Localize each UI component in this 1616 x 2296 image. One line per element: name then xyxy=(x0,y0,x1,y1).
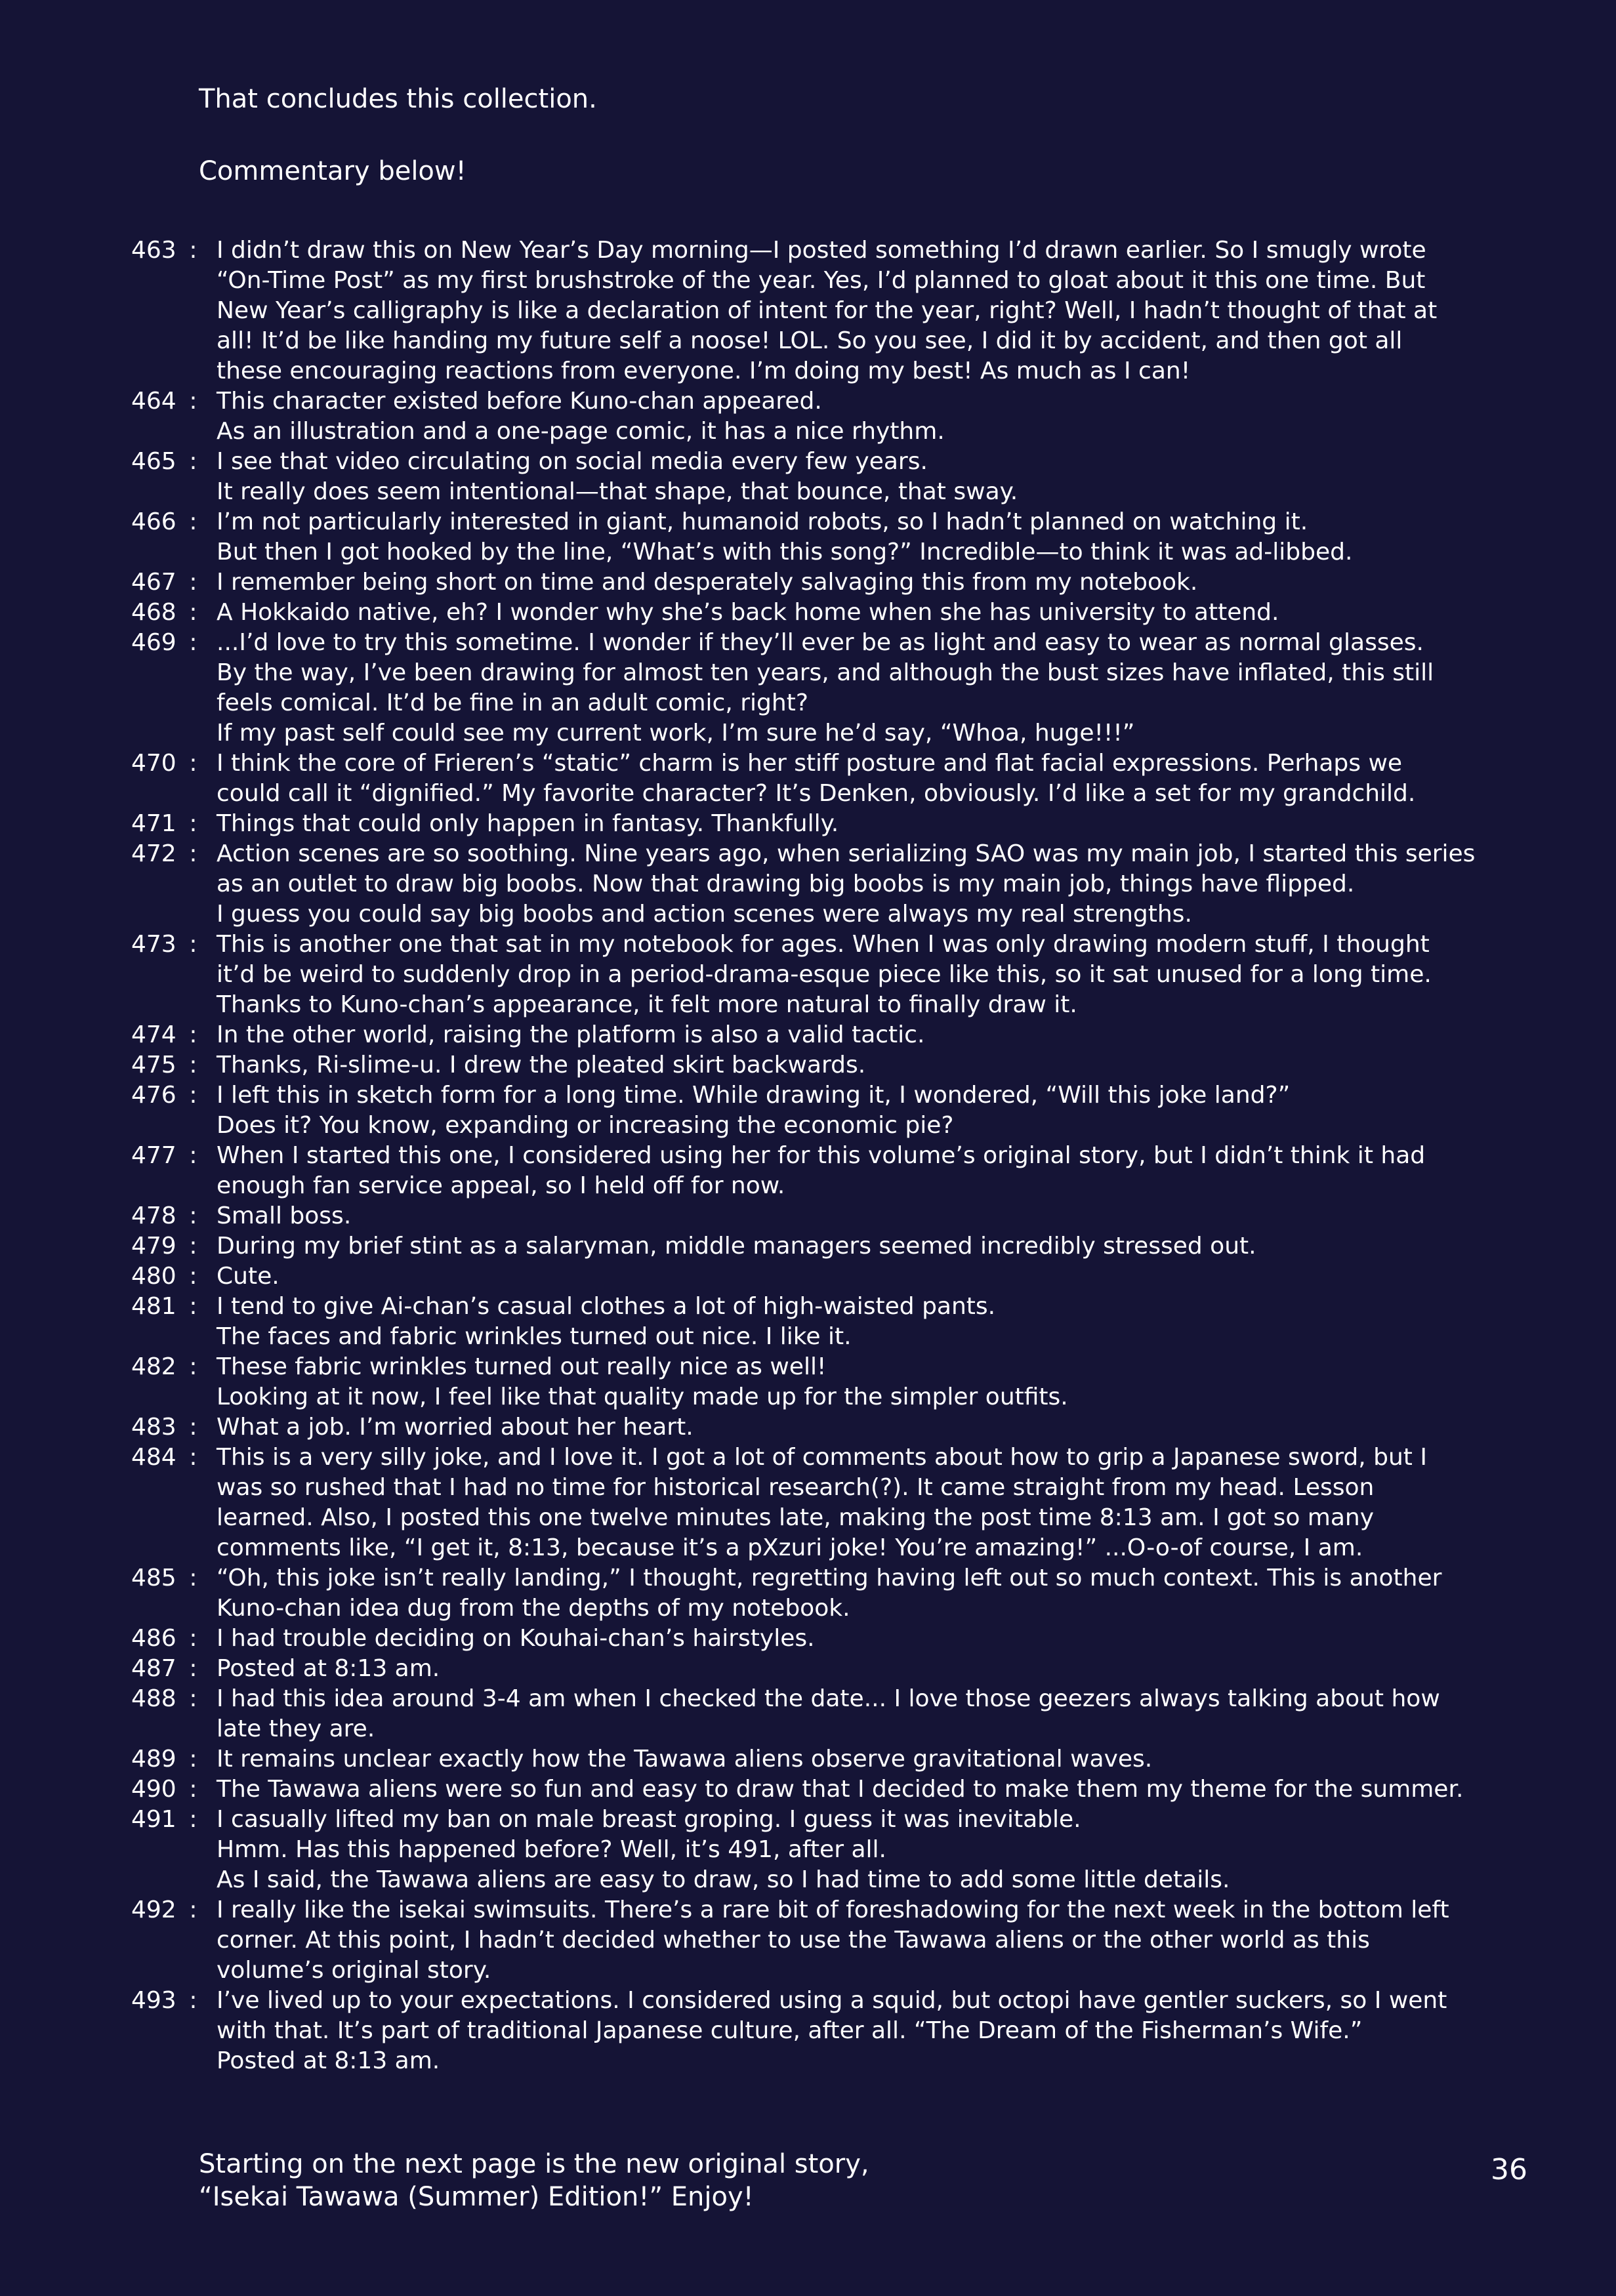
entry-text xyxy=(217,1231,1548,1261)
entry-separator: : xyxy=(189,1052,197,1078)
entry-text-line: could call it “dignified.” My favorite character? It’s Denken, obviously. I’d like a set for my grandchild. xyxy=(217,780,1416,807)
entry-number: 469 xyxy=(131,629,176,656)
entry-text-line: But then I got hooked by the line, “What’s with this song?” Incredible—to think it was ad-libbed. xyxy=(217,539,1353,565)
entry-text-line: I casually lifted my ban on male breast groping. I guess it was inevitable. xyxy=(217,1806,1081,1833)
entry-text-line: In the other world, raising the platform is also a valid tactic. xyxy=(217,1021,925,1048)
entry-text-line: feels comical. It’d be fine in an adult comic, right? xyxy=(217,689,808,716)
entry-text-line: As I said, the Tawawa aliens are easy to draw, so I had time to add some little details. xyxy=(217,1866,1230,1893)
entry-number: 488 xyxy=(131,1685,176,1712)
entry-text xyxy=(217,1684,1548,1744)
commentary-entry xyxy=(131,386,1548,447)
commentary-entry xyxy=(131,1744,1548,1774)
entry-number: 473 xyxy=(131,931,176,958)
commentary-entry xyxy=(131,1684,1548,1744)
commentary-entry xyxy=(131,567,1548,598)
commentary-entry xyxy=(131,1141,1548,1201)
entry-text-line: Thanks, Ri-slime-u. I drew the pleated skirt backwards. xyxy=(217,1052,866,1078)
entry-text xyxy=(217,1201,1548,1231)
entry-text-line: Hmm. Has this happened before? Well, it’s 491, after all. xyxy=(217,1836,886,1863)
commentary-entry xyxy=(131,1986,1548,2076)
entry-separator: : xyxy=(189,750,197,777)
entry-text-line: I didn’t draw this on New Year’s Day morning—I posted something I’d drawn earlier. So I smugly wrote xyxy=(217,237,1426,264)
entry-separator: : xyxy=(189,1293,197,1320)
footer-note xyxy=(199,2148,869,2213)
entry-text xyxy=(217,447,1548,507)
commentary-entry xyxy=(131,1050,1548,1080)
commentary-entry xyxy=(131,1020,1548,1050)
entry-text-line: with that. It’s part of traditional Japanese culture, after all. “The Dream of the Fisherman’s Wife.” xyxy=(217,2017,1363,2044)
entry-number: 489 xyxy=(131,1746,176,1773)
entry-number: 465 xyxy=(131,448,176,475)
commentary-entry xyxy=(131,598,1548,628)
entry-separator: : xyxy=(189,1082,197,1109)
entry-text xyxy=(217,1443,1548,1563)
entry-separator: : xyxy=(189,1444,197,1471)
entry-separator: : xyxy=(189,1655,197,1682)
entry-text-line: Things that could only happen in fantasy. Thankfully. xyxy=(217,810,839,837)
entry-text xyxy=(217,1020,1548,1050)
entry-text xyxy=(217,598,1548,628)
entry-number: 470 xyxy=(131,750,176,777)
entry-text-line: learned. Also, I posted this one twelve minutes late, making the post time 8:13 am. I got so many xyxy=(217,1504,1375,1531)
commentary-entry xyxy=(131,1292,1548,1352)
entry-number: 474 xyxy=(131,1021,176,1048)
entry-number: 483 xyxy=(131,1414,176,1441)
commentary-entry xyxy=(131,1563,1548,1624)
entry-text-line: I had this idea around 3-4 am when I checked the date... I love those geezers always talking about how xyxy=(217,1685,1440,1712)
entry-text-line: volume’s original story. xyxy=(217,1957,491,1984)
entry-text xyxy=(217,1744,1548,1774)
entry-separator: : xyxy=(189,629,197,656)
entry-text-line: I had trouble deciding on Kouhai-chan’s hairstyles. xyxy=(217,1625,815,1652)
entry-text xyxy=(217,1080,1548,1141)
entry-text-line: This is a very silly joke, and I love it. I got a lot of comments about how to grip a Japanese sword, but I xyxy=(217,1444,1427,1471)
entry-text xyxy=(217,930,1548,1020)
entry-text-line: By the way, I’ve been drawing for almost ten years, and although the bust sizes have inflated, this still xyxy=(217,659,1434,686)
commentary-entry xyxy=(131,507,1548,567)
entry-text-line: ...I’d love to try this sometime. I wonder if they’ll ever be as light and easy to wear as normal glasses. xyxy=(217,629,1424,656)
entry-text xyxy=(217,236,1548,386)
entry-separator: : xyxy=(189,1896,197,1923)
entry-separator: : xyxy=(189,569,197,596)
entry-text-line: I tend to give Ai-chan’s casual clothes a lot of high-waisted pants. xyxy=(217,1293,996,1320)
entry-separator: : xyxy=(189,1685,197,1712)
entry-number: 484 xyxy=(131,1444,176,1471)
entry-text-line: A Hokkaido native, eh? I wonder why she’s back home when she has university to attend. xyxy=(217,599,1279,626)
commentary-entry xyxy=(131,839,1548,930)
entry-separator: : xyxy=(189,448,197,475)
entry-separator: : xyxy=(189,1987,197,2014)
entry-text-line: When I started this one, I considered using her for this volume’s original story, but I didn’t think it had xyxy=(217,1142,1426,1169)
entry-separator: : xyxy=(189,931,197,958)
entry-text xyxy=(217,1774,1548,1805)
entry-number: 481 xyxy=(131,1293,176,1320)
entry-text-line: During my brief stint as a salaryman, middle managers seemed incredibly stressed out. xyxy=(217,1233,1256,1260)
entry-number: 478 xyxy=(131,1202,176,1229)
entry-separator: : xyxy=(189,1142,197,1169)
entry-separator: : xyxy=(189,388,197,415)
entry-text xyxy=(217,507,1548,567)
entry-text xyxy=(217,1624,1548,1654)
entry-text-line: It really does seem intentional—that shape, that bounce, that sway. xyxy=(217,478,1018,505)
entry-text xyxy=(217,1352,1548,1412)
entry-separator: : xyxy=(189,1414,197,1441)
entry-separator: : xyxy=(189,840,197,867)
entry-text xyxy=(217,628,1548,748)
entry-number: 464 xyxy=(131,388,176,415)
entry-separator: : xyxy=(189,1353,197,1380)
entry-text-line: was so rushed that I had no time for historical research(?). It came straight from my head. Lesson xyxy=(217,1474,1375,1501)
entry-text-line: comments like, “I get it, 8:13, because it’s a pXzuri joke! You’re amazing!” ...O-o-of course, I am. xyxy=(217,1534,1363,1561)
entry-text-line: Action scenes are so soothing. Nine years ago, when serializing SAO was my main job, I started this series xyxy=(217,840,1476,867)
intro xyxy=(199,81,597,225)
entry-number: 486 xyxy=(131,1625,176,1652)
entry-separator: : xyxy=(189,508,197,535)
entry-number: 479 xyxy=(131,1233,176,1260)
commentary-entry xyxy=(131,1261,1548,1292)
entry-number: 487 xyxy=(131,1655,176,1682)
entry-number: 491 xyxy=(131,1806,176,1833)
commentary-entry xyxy=(131,1412,1548,1443)
entry-text xyxy=(217,809,1548,839)
intro-line-commentary: Commentary below! xyxy=(199,156,466,186)
entry-text xyxy=(217,1261,1548,1292)
commentary-entry xyxy=(131,628,1548,748)
entry-number: 480 xyxy=(131,1263,176,1290)
entry-number: 471 xyxy=(131,810,176,837)
entry-number: 467 xyxy=(131,569,176,596)
entry-separator: : xyxy=(189,1233,197,1260)
entry-text-line: I’ve lived up to your expectations. I considered using a squid, but octopi have gentler suckers, so I went xyxy=(217,1987,1447,2014)
entry-text-line: What a job. I’m worried about her heart. xyxy=(217,1414,694,1441)
entry-separator: : xyxy=(189,599,197,626)
entry-text-line: it’d be weird to suddenly drop in a period-drama-esque piece like this, so it sat unused for a long time. xyxy=(217,961,1432,988)
entry-text-line: Posted at 8:13 am. xyxy=(217,2047,440,2074)
entry-text xyxy=(217,1412,1548,1443)
entry-text xyxy=(217,1141,1548,1201)
entry-text xyxy=(217,567,1548,598)
entry-number: 485 xyxy=(131,1565,176,1591)
entry-text-line: Thanks to Kuno-chan’s appearance, it felt more natural to finally draw it. xyxy=(217,991,1077,1018)
entry-separator: : xyxy=(189,1021,197,1048)
entry-text-line: The faces and fabric wrinkles turned out nice. I like it. xyxy=(217,1323,852,1350)
intro-line-conclusion: That concludes this collection. xyxy=(199,84,597,114)
entry-text-line: New Year’s calligraphy is like a declaration of intent for the year, right? Well, I hadn’t thought of that at xyxy=(217,297,1438,324)
entry-text-line: I see that video circulating on social media every few years. xyxy=(217,448,928,475)
entry-text xyxy=(217,1654,1548,1684)
footer-line-1: Starting on the next page is the new original story, xyxy=(199,2149,869,2179)
entry-separator: : xyxy=(189,810,197,837)
entry-text xyxy=(217,1563,1548,1624)
entry-text-line: “Oh, this joke isn’t really landing,” I thought, regretting having left out so much context. This is another xyxy=(217,1565,1442,1591)
entry-text-line: late they are. xyxy=(217,1715,375,1742)
entry-text xyxy=(217,748,1548,809)
entry-number: 492 xyxy=(131,1896,176,1923)
entry-separator: : xyxy=(189,1625,197,1652)
entry-text-line: These fabric wrinkles turned out really nice as well! xyxy=(217,1353,827,1380)
footer-line-2: “Isekai Tawawa (Summer) Edition!” Enjoy! xyxy=(199,2182,754,2212)
entry-number: 468 xyxy=(131,599,176,626)
commentary-entry xyxy=(131,1201,1548,1231)
entry-text-line: As an illustration and a one-page comic, it has a nice rhythm. xyxy=(217,418,945,445)
entry-text-line: If my past self could see my current work, I’m sure he’d say, “Whoa, huge!!!” xyxy=(217,720,1135,747)
entry-text-line: Kuno-chan idea dug from the depths of my notebook. xyxy=(217,1595,850,1622)
entry-text xyxy=(217,1986,1548,2076)
entry-text-line: I guess you could say big boobs and action scenes were always my real strengths. xyxy=(217,901,1192,928)
entry-separator: : xyxy=(189,1202,197,1229)
entry-text xyxy=(217,1895,1548,1986)
entry-text-line: I really like the isekai swimsuits. There’s a rare bit of foreshadowing for the next week in the bottom left xyxy=(217,1896,1449,1923)
commentary-entry xyxy=(131,236,1548,386)
commentary-entry xyxy=(131,1895,1548,1986)
commentary-entry xyxy=(131,1805,1548,1895)
entry-text-line: Posted at 8:13 am. xyxy=(217,1655,440,1682)
entry-number: 493 xyxy=(131,1987,176,2014)
commentary-entry xyxy=(131,809,1548,839)
commentary-entry xyxy=(131,1624,1548,1654)
commentary-entry xyxy=(131,1352,1548,1412)
entry-number: 476 xyxy=(131,1082,176,1109)
entry-separator: : xyxy=(189,1746,197,1773)
entry-text xyxy=(217,1805,1548,1895)
commentary-entry xyxy=(131,748,1548,809)
commentary-list xyxy=(131,236,1548,2076)
entry-separator: : xyxy=(189,237,197,264)
commentary-entry xyxy=(131,1231,1548,1261)
entry-text xyxy=(217,1292,1548,1352)
entry-separator: : xyxy=(189,1776,197,1803)
entry-text-line: I’m not particularly interested in giant, humanoid robots, so I hadn’t planned on watching it. xyxy=(217,508,1308,535)
entry-text-line: all! It’d be like handing my future self a noose! LOL. So you see, I did it by accident, and then got all xyxy=(217,327,1403,354)
entry-text-line: Does it? You know, expanding or increasing the economic pie? xyxy=(217,1112,954,1139)
entry-text-line: as an outlet to draw big boobs. Now that drawing big boobs is my main job, things have flipped. xyxy=(217,871,1355,897)
entry-text xyxy=(217,839,1548,930)
entry-text-line: I think the core of Frieren’s “static” charm is her stiff posture and flat facial expressions. Perhaps we xyxy=(217,750,1403,777)
entry-text-line: these encouraging reactions from everyone. I’m doing my best! As much as I can! xyxy=(217,358,1191,384)
entry-text-line: Small boss. xyxy=(217,1202,352,1229)
entry-text xyxy=(217,1050,1548,1080)
entry-text-line: Cute. xyxy=(217,1263,280,1290)
commentary-entry xyxy=(131,930,1548,1020)
entry-text-line: The Tawawa aliens were so fun and easy to draw that I decided to make them my theme for the summer. xyxy=(217,1776,1464,1803)
entry-text-line: I remember being short on time and desperately salvaging this from my notebook. xyxy=(217,569,1198,596)
entry-text-line: Looking at it now, I feel like that quality made up for the simpler outfits. xyxy=(217,1384,1068,1410)
entry-number: 482 xyxy=(131,1353,176,1380)
entry-text-line: This is another one that sat in my notebook for ages. When I was only drawing modern stuff, I thought xyxy=(217,931,1430,958)
commentary-entry xyxy=(131,1443,1548,1563)
entry-separator: : xyxy=(189,1806,197,1833)
commentary-entry xyxy=(131,447,1548,507)
commentary-entry xyxy=(131,1080,1548,1141)
entry-separator: : xyxy=(189,1263,197,1290)
commentary-entry xyxy=(131,1654,1548,1684)
entry-text xyxy=(217,386,1548,447)
entry-number: 477 xyxy=(131,1142,176,1169)
entry-number: 463 xyxy=(131,237,176,264)
entry-text-line: enough fan service appeal, so I held off for now. xyxy=(217,1172,785,1199)
page-number: 36 xyxy=(1491,2153,1527,2186)
entry-number: 472 xyxy=(131,840,176,867)
entry-text-line: corner. At this point, I hadn’t decided whether to use the Tawawa aliens or the other world as this xyxy=(217,1927,1370,1954)
entry-number: 466 xyxy=(131,508,176,535)
entry-number: 475 xyxy=(131,1052,176,1078)
entry-text-line: “On-Time Post” as my first brushstroke of the year. Yes, I’d planned to gloat about it this one time. But xyxy=(217,267,1426,294)
commentary-entry xyxy=(131,1774,1548,1805)
entry-text-line: It remains unclear exactly how the Tawawa aliens observe gravitational waves. xyxy=(217,1746,1153,1773)
entry-text-line: I left this in sketch form for a long time. While drawing it, I wondered, “Will this joke land?” xyxy=(217,1082,1291,1109)
entry-separator: : xyxy=(189,1565,197,1591)
entry-number: 490 xyxy=(131,1776,176,1803)
entry-text-line: This character existed before Kuno-chan appeared. xyxy=(217,388,822,415)
